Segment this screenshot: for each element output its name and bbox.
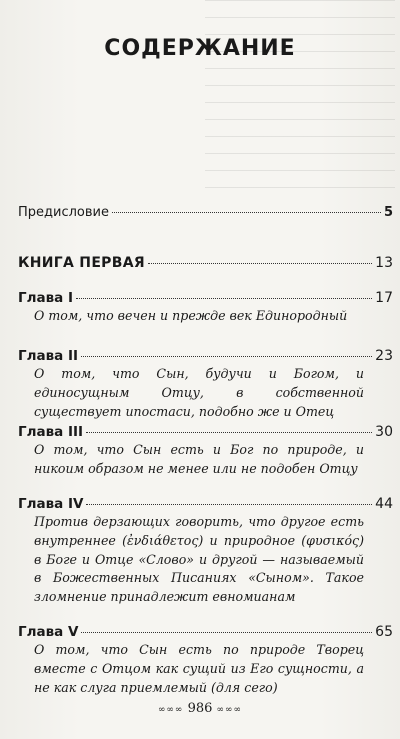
toc-entry-chapter-3 (18, 424, 393, 440)
toc-entry-book (18, 255, 393, 271)
toc-page-number: 65 (375, 624, 393, 640)
chapter-label: Глава II (18, 348, 78, 364)
toc-page-number: 13 (375, 255, 393, 271)
chapter-description: О том, что Сын, будучи и Богом, и единосущным Отцу, в собственной существует ипостаси, подобно же и Отец (34, 366, 364, 419)
dot-leader (112, 211, 381, 213)
toc-page-number: 5 (383, 205, 393, 220)
toc-entry-chapter-2 (18, 348, 393, 364)
ornament-left: ∞∞∞ (157, 705, 184, 715)
chapter-label: Глава V (18, 624, 79, 640)
toc-entry-preface (18, 205, 393, 220)
chapter-label: Глава I (18, 290, 73, 306)
dot-leader (86, 431, 372, 433)
ornament-right: ∞∞∞ (216, 705, 243, 715)
chapter-description: О том, что Сын есть по природе Творец вместе с Отцом как сущий из Его сущности, а не как слуга приемлемый (для сего) (34, 642, 364, 695)
toc-page-number: 23 (375, 348, 393, 364)
toc-entry-chapter-4 (18, 496, 393, 512)
toc-page-number: 17 (375, 290, 393, 306)
chapter-label: Глава IV (18, 496, 84, 512)
page-title: СОДЕРЖАНИЕ (104, 36, 296, 61)
chapter-description: Против дерзающих говорить, что другое есть внутреннее (ἐνδιάθετος) и природное (φυσικός) в Боге и Отце «Слово» и другой — называемый в Божественных Писаниях «Сыном». Такое зломнение принадлежит евномианам (34, 514, 364, 605)
toc-page-number: 44 (375, 496, 393, 512)
chapter-label: Глава III (18, 424, 84, 440)
footer-page-number: 986 (187, 701, 213, 716)
dot-leader (81, 355, 372, 357)
chapter-description: О том, что Сын есть и Бог по природе, и никоим образом не менее или не подобен Отцу (34, 442, 364, 476)
dot-leader (81, 631, 372, 633)
toc-entry-label: КНИГА ПЕРВАЯ (18, 255, 145, 271)
page-footer (0, 701, 400, 716)
toc-entry-chapter-1 (18, 290, 393, 306)
toc-entry-chapter-5 (18, 624, 393, 640)
dot-leader (76, 297, 372, 299)
dot-leader (148, 262, 372, 264)
bleed-through-text (205, 0, 395, 200)
toc-entry-label: Предисловие (18, 205, 109, 220)
dot-leader (86, 503, 372, 505)
chapter-description: О том, что вечен и прежде век Единородный (34, 308, 348, 323)
toc-page-number: 30 (375, 424, 393, 440)
